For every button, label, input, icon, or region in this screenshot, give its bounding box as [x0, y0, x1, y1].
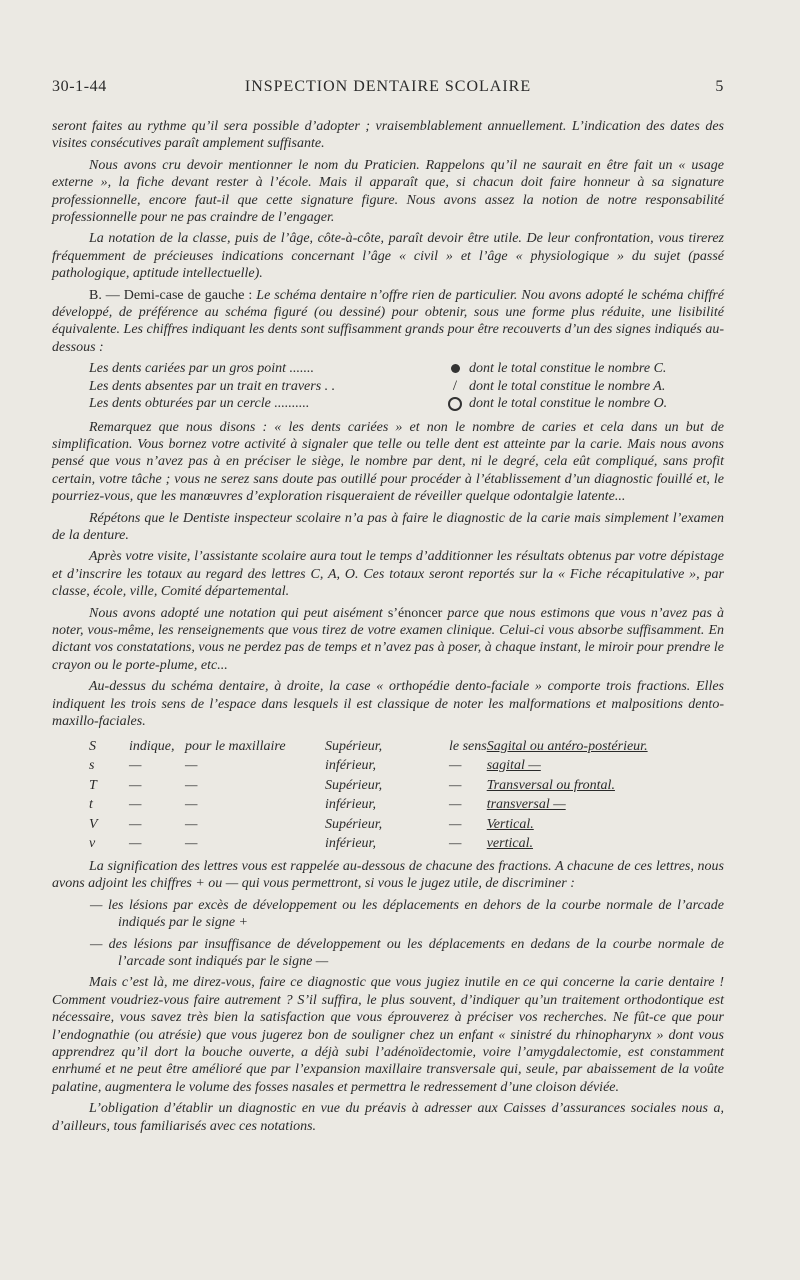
- dot-icon: [451, 364, 460, 373]
- section-lead: B. — Demi-case de gauche :: [89, 287, 253, 303]
- paragraph: Au-dessus du schéma dentaire, à droite, la case « orthopédie dento-faciale » comporte trois fractions. Elles indiquent les trois sens de l’espace dans lesquels il est classique de noter les malformations et malpositions dento-maxillo-faciales.: [52, 679, 724, 729]
- list-item: — les lésions par excès de développement ou les déplacements en dehors de la courbe normale de l’arcade indiqués par le signe +: [90, 897, 724, 931]
- table-row: [52, 756, 648, 776]
- paragraph: seront faites au rythme qu’il sera possible d’adopter ; vraisemblablement annuellement. L’indication des dates des visites consécutives paraît amplement suffisante.: [52, 119, 724, 152]
- teeth-sign-row: [89, 360, 724, 377]
- ortho-sense: le sens: [449, 738, 487, 754]
- teeth-sign-label: Les dents cariées par un gros point .......: [89, 361, 315, 377]
- ortho-jaw: —: [185, 797, 198, 813]
- ortho-verb: —: [129, 836, 142, 852]
- article-body: [52, 118, 724, 1139]
- teeth-sign-total: dont le total constitue le nombre A.: [469, 378, 666, 394]
- ortho-letter: V: [89, 816, 98, 832]
- teeth-sign-row: [89, 378, 724, 395]
- page-number: 5: [715, 78, 724, 95]
- ortho-sense: —: [449, 836, 462, 852]
- teeth-sign-label: Les dents absentes par un trait en travers . .: [89, 378, 336, 394]
- running-header: [52, 78, 724, 102]
- paragraph: L’obligation d’établir un diagnostic en vue du préavis à adresser aux Caisses d’assurances sociales nous a, d’ailleurs, tous familiarisés avec ces notations.: [52, 1101, 724, 1134]
- paragraph-text: Le schéma dentaire n’offre rien de particulier. Nou avons adopté le schéma chiffré développé, de préférence au schéma figuré (ou dessiné) pour obtenir, sous une forme plus réduite, une lisibilité équivalente. Les chiffres indiquant les dents sont suffisamment grands pour être recouverts d’un des signes indiqués au-dessous :: [52, 287, 724, 355]
- ortho-jaw: —: [185, 777, 198, 793]
- teeth-sign-total: dont le total constitue le nombre C.: [469, 361, 667, 377]
- header-date: 30-1-44: [52, 78, 107, 95]
- ortho-sense: —: [449, 758, 462, 774]
- paragraph: La notation de la classe, puis de l’âge, côte-à-côte, paraît devoir être utile. De leur confrontation, vous tirerez fréquemment de précieuses indications concernant l’âge « civil » et l’âge « physiologique » du sujet (passé pathologique, aptitude intellectuelle).: [52, 231, 724, 282]
- ortho-direction: Sagital ou antéro-postérieur.: [486, 738, 648, 754]
- ortho-verb: —: [129, 816, 142, 832]
- ortho-verb: —: [129, 777, 142, 793]
- paragraph: Répétons que le Dentiste inspecteur scolaire n’a pas à faire le diagnostic de la carie mais simplement l’examen de la denture.: [52, 510, 724, 543]
- header-title: INSPECTION DENTAIRE SCOLAIRE: [244, 78, 532, 95]
- ortho-position: Supérieur,: [325, 738, 383, 754]
- ortho-sense: —: [449, 777, 462, 793]
- teeth-sign-row: [89, 395, 724, 412]
- table-row: [52, 834, 648, 854]
- table-row: [52, 795, 648, 815]
- paragraph: Remarquez que nous disons : « les dents cariées » et non le nombre de caries et cela dans un but de simplification. Vous bornez votre activité à signaler que telle ou telle dent est atteinte par la carie. Mais nous avons pensé que vous n’avez pas à en préciser le siège, le nombre par dent, ni le degré, cela eût compliqué, sans profit certain, votre tâche ; vous ne serez sans doute pas outillé pour procéder à l’établissement d’un diagnostic fouillé et, le pourriez-vous, que les manœuvres d’exploration risqueraient de réveiller quelque odontalgie latente...: [52, 419, 724, 505]
- ortho-verb: indique,: [129, 738, 175, 754]
- paragraph: Nous avons cru devoir mentionner le nom du Praticien. Rappelons qu’il ne saurait en être fait un « usage externe », la fiche devant rester à l’école. Mais il apparaît que, si chacun doit faire honneur à sa signature professionnelle, encore faut-il que cette signature figure. Nous avons assez la notion de notre responsabilité professionnelle pour ne pas craindre de l’engager.: [52, 157, 724, 226]
- ortho-direction: transversal —: [486, 797, 566, 813]
- ortho-letter: T: [89, 777, 97, 793]
- ortho-direction: vertical.: [486, 836, 533, 852]
- ortho-position: Supérieur,: [325, 816, 383, 832]
- ortho-verb: —: [129, 797, 142, 813]
- table-row: [52, 776, 648, 796]
- ortho-letter: v: [89, 836, 96, 852]
- list-item: — des lésions par insuffisance de développement ou les déplacements en dedans de la courbe normale de l’arcade sont indiqués par le signe —: [90, 936, 724, 969]
- teeth-sign-list: [52, 360, 724, 412]
- ring-icon: [448, 397, 462, 411]
- bar-icon: /: [452, 377, 458, 394]
- ortho-letter: s: [89, 758, 95, 774]
- ortho-direction: Vertical.: [486, 816, 534, 832]
- ortho-jaw: —: [185, 836, 198, 852]
- paragraph-text-upright: s’énoncer: [382, 605, 448, 621]
- table-row: [52, 736, 648, 756]
- ortho-position: Supérieur,: [325, 777, 383, 793]
- paragraph: La signification des lettres vous est rappelée au-dessous de chacune des fractions. A chacune de ces lettres, nous avons adjoint les chiffres + ou — qui vous permettront, si vous le jugez utile, de discriminer :: [52, 858, 724, 892]
- ortho-letter: S: [89, 738, 96, 754]
- orthodontic-notation-table: [52, 736, 648, 854]
- ortho-position: inférieur,: [325, 797, 376, 813]
- ortho-position: inférieur,: [325, 836, 376, 852]
- ortho-sense: —: [449, 797, 462, 813]
- ortho-jaw: —: [185, 816, 198, 832]
- paragraph: [52, 605, 724, 675]
- paragraph: Après votre visite, l’assistante scolaire aura tout le temps d’additionner les résultats obtenus par votre dépistage et d’inscrire les totaux au regard des lettres C, A, O. Ces totaux seront reportés sur la « Fiche récapitulative », par classe, école, ville, Comité départemental.: [52, 549, 724, 600]
- ortho-letter: t: [89, 797, 93, 813]
- paragraph-text: Nous avons adopté une notation qui peut aisément: [89, 605, 383, 621]
- teeth-sign-total: dont le total constitue le nombre O.: [469, 396, 668, 412]
- ortho-direction: sagital —: [486, 758, 541, 774]
- ortho-verb: —: [129, 758, 142, 774]
- paragraph: Mais c’est là, me direz-vous, faire ce diagnostic que vous jugiez inutile en ce qui concerne la carie dentaire ! Comment voudriez-vous faire autrement ? S’il suffira, le plus souvent, d’indiquer qu’un traitement orthodontique est nécessaire, vous savez très bien la satisfaction que vous éprouverez à préciser vos recherches. Ne fût-ce que pour l’endognathie (ou atrésie) que vous jugerez bon de souligner chez un enfant « sinistré du rhinopharynx » dont vous apprendrez qu’il dort la bouche ouverte, a déjà subi l’adénoïdectomie, voire l’amygdalectomie, est constamment enrhumé et ne peut être amélioré que par l’expansion maxillaire transversale qui, seule, par abaissement de la voûte palatine, augmentera le volume des fosses nasales et permettra le redressement d’une cloison déviée.: [52, 975, 724, 1095]
- paragraph-text: parce que nous estimons que vous n’avez pas à noter, vous-même, les renseignements que vous tirez de votre examen clinique. Celui-ci vous absorbe suffisamment. En dictant vos constatations, vous ne perdez pas de temps et n’avez pas à poser, à chaque instant, le miroir pour prendre le crayon ou le porte-plume, etc...: [52, 605, 724, 673]
- table-row: [52, 815, 648, 835]
- teeth-sign-label: Les dents obturées par un cercle ..........: [89, 396, 310, 412]
- ortho-jaw: —: [185, 758, 198, 774]
- ortho-direction: Transversal ou frontal.: [486, 777, 615, 793]
- ortho-position: inférieur,: [325, 758, 376, 774]
- ortho-sense: —: [449, 816, 462, 832]
- ortho-jaw: pour le maxillaire: [185, 738, 286, 754]
- paragraph: [52, 287, 724, 357]
